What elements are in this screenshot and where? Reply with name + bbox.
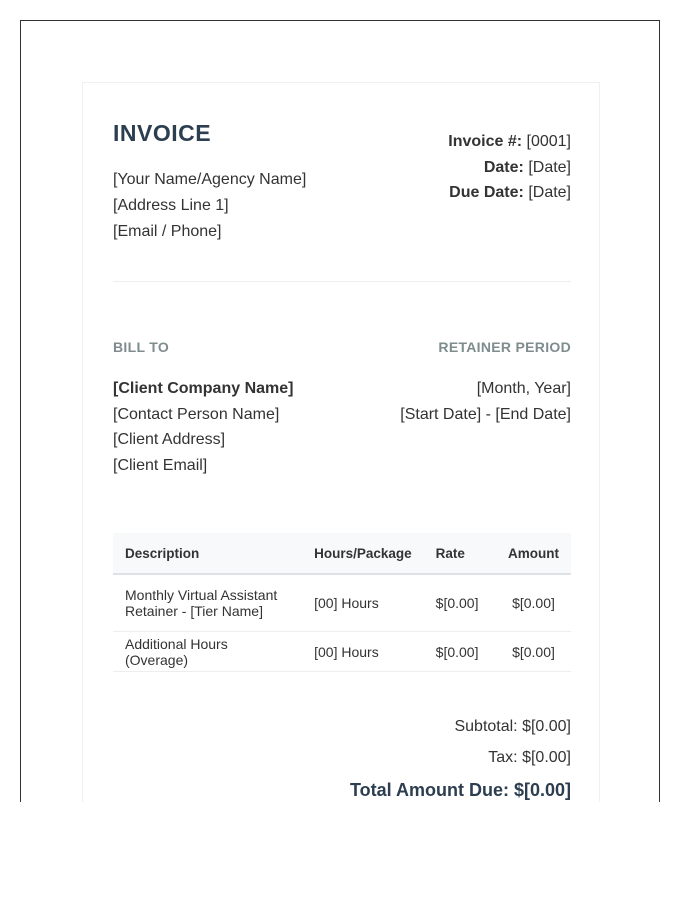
row-amount: $[0.00] [496,574,571,632]
client-contact: [Contact Person Name] [113,405,280,423]
invoice-number-value: [0001] [526,133,571,150]
tax: Tax: $[0.00] [488,749,571,766]
invoice-date-value: [Date] [528,158,571,176]
due-date-label: Due Date: [449,184,524,201]
invoice-meta [448,129,571,206]
row-rate: $[0.00] [424,632,496,672]
invoice-date-label: Date: [483,158,524,176]
invoice-number-row [448,129,571,155]
client-address: [Client Address] [113,431,226,448]
retainer-month-year: [Month, Year] [476,380,571,397]
subtotal: Subtotal: $[0.00] [454,718,571,735]
invoice-number-label: Invoice #: [448,133,523,150]
row-description: Additional Hours (Overage) [113,632,302,672]
retainer-period-block [400,339,571,427]
retainer-period-label: RETAINER PERIOD [438,339,571,355]
row-description-line1: Monthly Virtual Assistant [125,587,278,603]
billing-section [113,339,571,499]
row-hours: [00] Hours [302,632,424,672]
totals-block [350,711,571,802]
client-email: [Client Email] [113,456,208,474]
total-amount-due: Total Amount Due: $[0.00] [349,780,571,800]
row-description-line2: Retainer - [Tier Name] [125,603,263,619]
row-description [113,574,302,632]
row-hours: [00] Hours [302,574,424,632]
due-date-value: [Date] [528,184,571,201]
bill-to-details [113,376,293,478]
due-date-row [448,180,571,206]
header-rate: Rate [424,533,496,574]
retainer-period-details [400,376,571,427]
invoice-date-row [448,155,571,181]
bill-to-block [113,339,293,478]
header-hours: Hours/Package [302,533,424,574]
document-frame [20,20,660,802]
header-amount: Amount [496,533,571,574]
invoice-header [113,119,571,282]
bill-to-label: BILL TO [113,339,170,355]
sender-name: [Your Name/Agency Name] [113,171,307,188]
sender-address: [Address Line 1] [113,197,229,214]
row-amount: $[0.00] [496,632,571,672]
table-row [113,574,571,632]
invoice-content [113,119,571,800]
header-description: Description [113,533,302,574]
table-header-row [113,533,571,574]
client-company: [Client Company Name] [113,380,294,397]
sender-contact: [Email / Phone] [113,223,222,240]
table-row [113,632,571,672]
retainer-date-range: [Start Date] - [End Date] [400,405,571,423]
line-items-table [113,533,571,672]
row-rate: $[0.00] [424,574,496,632]
invoice-paper [82,82,600,802]
invoice-title: INVOICE [113,120,212,146]
